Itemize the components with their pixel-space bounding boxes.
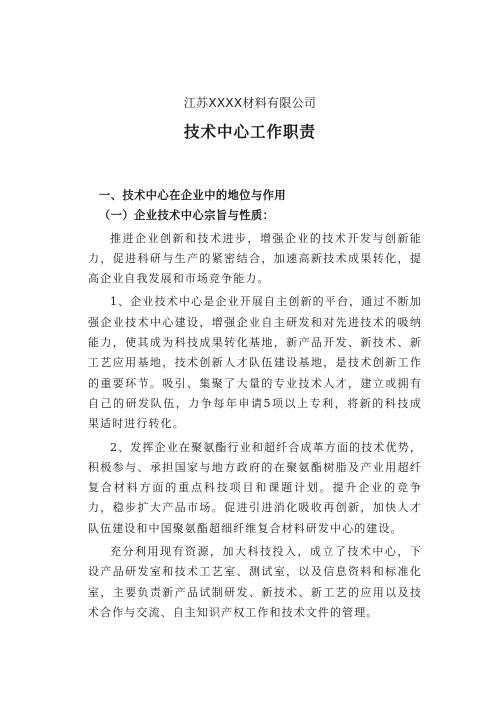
paragraph-intro: 推进企业创新和技术进步，增强企业的技术开发与创新能力，促进科研与生产的紧密结合，加速高新技术成果转化，提高企业自我发展和市场竞争能力。 <box>88 231 422 286</box>
paragraph-resources: 充分利用现有资源，加大科技投入，成立了技术中心，下设产品研发室和技术工艺室、测试室，以及信息资料和标准化室，主要负责新产品试制研发、新技术、新工艺的应用以及技术合作与交流、自主知识产权工作和技术文件的管理。 <box>88 545 422 619</box>
document-title: 技术中心工作职责 <box>183 123 316 141</box>
subsection-heading: （一）企业技术中心宗旨与性质： <box>99 209 275 223</box>
paragraph-item-2: 2、发挥企业在聚氨酯行业和超纤合成革方面的技术优势，积极参与、承担国家与地方政府的在聚氨酯树脂及产业用超纤复合材料方面的重点科技项目和课题计划。提升企业的竞争力，稳步扩大产品市场。促进引进消化吸收再创新，加快人才队伍建设和中国聚氨酯超细纤维复合材料研发中心的建设。 <box>88 440 422 535</box>
paragraph-item-1: 1、企业技术中心是企业开展自主创新的平台，通过不断加强企业技术中心建设，增强企业自主研发和对先进技术的吸纳能力，使其成为科技成果转化基地，新产品开发、新技术、新工艺应用基地，技术创新人才队伍建设基地，是技术创新工作的重要环节。吸引、集聚了大量的专业技术人才，建立或拥有自己的研发队伍，力争每年申请5项以上专利，将新的科技成果适时进行转化。 <box>88 295 422 431</box>
document-body <box>88 186 422 626</box>
company-name: 江苏XXXX材料有限公司 <box>183 96 317 110</box>
section-heading: 一、技术中心在企业中的地位与作用 <box>99 189 287 202</box>
